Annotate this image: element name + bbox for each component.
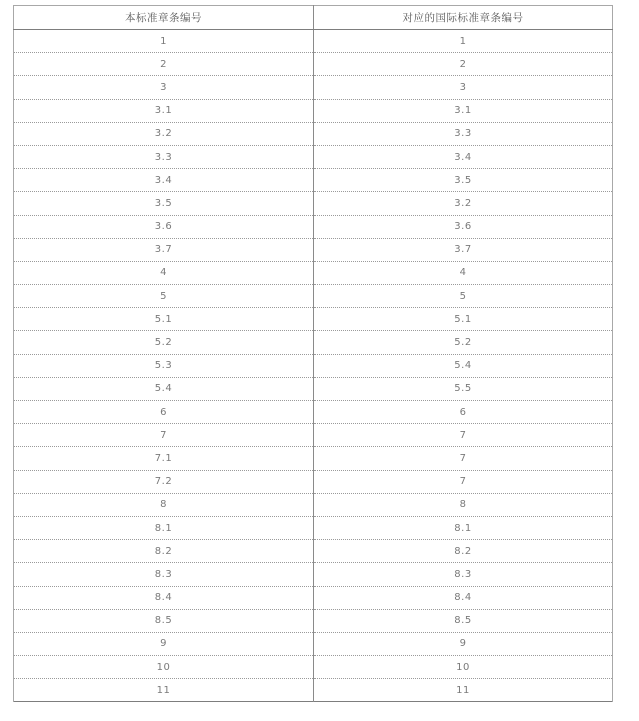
cell-international-standard-clause: 3.6	[314, 215, 613, 238]
cell-international-standard-clause: 8.4	[314, 586, 613, 609]
table-row	[14, 401, 613, 424]
cell-this-standard-clause: 5.3	[14, 354, 314, 377]
cell-this-standard-clause: 4	[14, 261, 314, 284]
table-row	[14, 192, 613, 215]
cell-international-standard-clause: 8	[314, 493, 613, 516]
table-row	[14, 447, 613, 470]
cell-this-standard-clause: 8	[14, 493, 314, 516]
cell-this-standard-clause: 5	[14, 285, 314, 308]
table-row	[14, 76, 613, 99]
table-row	[14, 122, 613, 145]
table-row	[14, 169, 613, 192]
table-row	[14, 30, 613, 53]
cell-international-standard-clause: 5.1	[314, 308, 613, 331]
cell-this-standard-clause: 5.4	[14, 377, 314, 400]
table-row	[14, 308, 613, 331]
cell-international-standard-clause: 3.2	[314, 192, 613, 215]
cell-international-standard-clause: 5.4	[314, 354, 613, 377]
cell-international-standard-clause: 5	[314, 285, 613, 308]
table-row	[14, 563, 613, 586]
cell-this-standard-clause: 3.6	[14, 215, 314, 238]
cell-international-standard-clause: 3.5	[314, 169, 613, 192]
table-row	[14, 145, 613, 168]
table-row	[14, 354, 613, 377]
table-row	[14, 238, 613, 261]
cell-international-standard-clause: 4	[314, 261, 613, 284]
cell-international-standard-clause: 3.3	[314, 122, 613, 145]
cell-this-standard-clause: 3.3	[14, 145, 314, 168]
cell-this-standard-clause: 5.2	[14, 331, 314, 354]
cell-this-standard-clause: 8.3	[14, 563, 314, 586]
cell-international-standard-clause: 10	[314, 656, 613, 679]
table-row	[14, 679, 613, 702]
cell-international-standard-clause: 3.7	[314, 238, 613, 261]
cell-this-standard-clause: 3.7	[14, 238, 314, 261]
cell-this-standard-clause: 8.5	[14, 609, 314, 632]
cell-international-standard-clause: 3.1	[314, 99, 613, 122]
table-row	[14, 586, 613, 609]
table-row	[14, 99, 613, 122]
cell-international-standard-clause: 7	[314, 470, 613, 493]
cell-international-standard-clause: 9	[314, 632, 613, 655]
cell-international-standard-clause: 5.5	[314, 377, 613, 400]
table-header-row	[14, 6, 613, 30]
cell-this-standard-clause: 3.4	[14, 169, 314, 192]
cell-this-standard-clause: 10	[14, 656, 314, 679]
cell-international-standard-clause: 3	[314, 76, 613, 99]
table-row	[14, 609, 613, 632]
cell-this-standard-clause: 7.2	[14, 470, 314, 493]
cell-this-standard-clause: 11	[14, 679, 314, 702]
table-row	[14, 331, 613, 354]
table-row	[14, 470, 613, 493]
cell-international-standard-clause: 11	[314, 679, 613, 702]
cell-international-standard-clause: 2	[314, 53, 613, 76]
table-row	[14, 261, 613, 284]
cell-this-standard-clause: 3.2	[14, 122, 314, 145]
header-international-standard-clause: 对应的国际标准章条编号	[314, 6, 613, 30]
cell-international-standard-clause: 5.2	[314, 331, 613, 354]
cell-this-standard-clause: 7	[14, 424, 314, 447]
clause-correspondence-table	[13, 5, 613, 702]
cell-international-standard-clause: 8.2	[314, 540, 613, 563]
cell-this-standard-clause: 9	[14, 632, 314, 655]
cell-this-standard-clause: 8.1	[14, 516, 314, 539]
cell-international-standard-clause: 8.3	[314, 563, 613, 586]
table-row	[14, 424, 613, 447]
cell-international-standard-clause: 8.1	[314, 516, 613, 539]
cell-this-standard-clause: 1	[14, 30, 314, 53]
cell-international-standard-clause: 7	[314, 424, 613, 447]
table-row	[14, 215, 613, 238]
header-this-standard-clause: 本标准章条编号	[14, 6, 314, 30]
cell-this-standard-clause: 3	[14, 76, 314, 99]
cell-this-standard-clause: 7.1	[14, 447, 314, 470]
cell-this-standard-clause: 3.1	[14, 99, 314, 122]
table-row	[14, 285, 613, 308]
cell-this-standard-clause: 8.4	[14, 586, 314, 609]
cell-international-standard-clause: 6	[314, 401, 613, 424]
cell-international-standard-clause: 7	[314, 447, 613, 470]
table-row	[14, 632, 613, 655]
cell-international-standard-clause: 1	[314, 30, 613, 53]
table-row	[14, 516, 613, 539]
table-row	[14, 540, 613, 563]
clause-correspondence-table-wrapper	[13, 5, 612, 702]
table-row	[14, 493, 613, 516]
cell-this-standard-clause: 8.2	[14, 540, 314, 563]
cell-this-standard-clause: 3.5	[14, 192, 314, 215]
table-row	[14, 53, 613, 76]
cell-this-standard-clause: 2	[14, 53, 314, 76]
table-body	[14, 30, 613, 702]
cell-international-standard-clause: 3.4	[314, 145, 613, 168]
cell-international-standard-clause: 8.5	[314, 609, 613, 632]
cell-this-standard-clause: 6	[14, 401, 314, 424]
table-row	[14, 377, 613, 400]
cell-this-standard-clause: 5.1	[14, 308, 314, 331]
table-row	[14, 656, 613, 679]
